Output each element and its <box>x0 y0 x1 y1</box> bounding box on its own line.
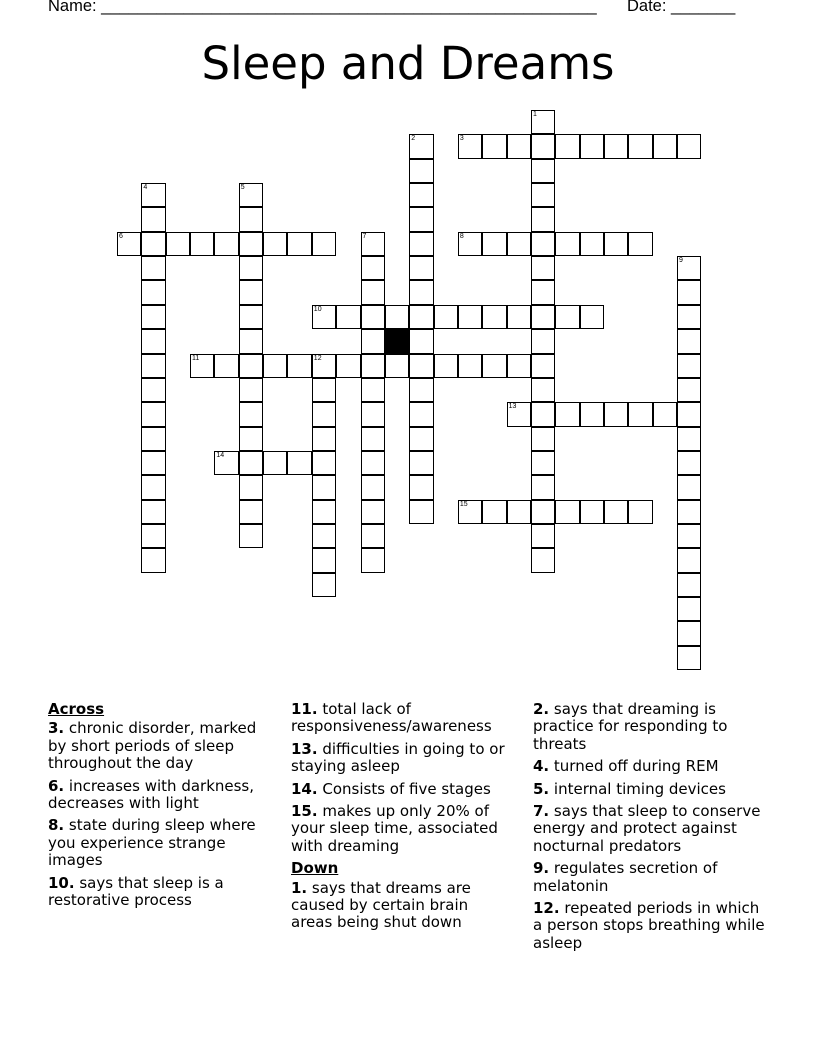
grid-cell[interactable] <box>677 524 701 548</box>
grid-cell[interactable] <box>555 500 579 524</box>
grid-cell[interactable] <box>361 475 385 499</box>
grid-cell[interactable] <box>287 451 311 475</box>
grid-cell[interactable] <box>677 280 701 304</box>
grid-cell[interactable] <box>312 451 336 475</box>
cell-number-8: 8 <box>459 232 464 240</box>
grid-cell[interactable] <box>531 232 555 256</box>
grid-cell[interactable] <box>361 548 385 572</box>
across-clue-3: 3. chronic disorder, marked by short periods of sleep throughout the day <box>48 719 257 773</box>
grid-cell[interactable] <box>458 354 482 378</box>
grid-cell[interactable] <box>677 646 701 670</box>
grid-cell[interactable] <box>239 329 263 353</box>
grid-cell[interactable] <box>677 305 701 329</box>
grid-cell[interactable] <box>531 159 555 183</box>
grid-cell[interactable] <box>361 427 385 451</box>
grid-cell[interactable] <box>141 427 165 451</box>
grid-cell[interactable] <box>287 232 311 256</box>
grid-cell[interactable] <box>604 232 628 256</box>
grid-cell[interactable] <box>409 378 433 402</box>
grid-cell[interactable] <box>141 500 165 524</box>
grid-cell[interactable] <box>482 354 506 378</box>
grid-cell[interactable] <box>628 500 652 524</box>
grid-cell[interactable] <box>531 329 555 353</box>
grid-cell[interactable] <box>263 232 287 256</box>
grid-cell[interactable] <box>604 500 628 524</box>
cell-number-10: 10 <box>313 305 322 313</box>
grid-cell[interactable] <box>312 573 336 597</box>
grid-cell[interactable] <box>580 134 604 158</box>
grid-cell[interactable] <box>677 329 701 353</box>
grid-cell[interactable] <box>677 451 701 475</box>
grid-cell[interactable] <box>141 207 165 231</box>
grid-cell[interactable] <box>531 134 555 158</box>
cell-number-13: 13 <box>508 403 517 411</box>
grid-cell[interactable] <box>361 354 385 378</box>
grid-cell[interactable] <box>531 475 555 499</box>
grid-cell[interactable] <box>409 427 433 451</box>
grid-cell[interactable] <box>482 305 506 329</box>
grid-cell[interactable] <box>531 427 555 451</box>
grid-cell[interactable] <box>361 329 385 353</box>
grid-cell[interactable] <box>141 183 165 207</box>
grid-cell[interactable] <box>239 183 263 207</box>
date-field-line: Date: _______ <box>627 0 736 15</box>
grid-cell[interactable] <box>409 305 433 329</box>
grid-cell[interactable] <box>312 500 336 524</box>
across-clue-15: 15. makes up only 20% of your sleep time, associated with dreaming <box>291 802 498 855</box>
grid-cell[interactable] <box>312 475 336 499</box>
cell-number-15: 15 <box>459 500 468 508</box>
grid-cell[interactable] <box>239 475 263 499</box>
grid-cell[interactable] <box>628 134 652 158</box>
cell-number-2: 2 <box>411 135 416 143</box>
grid-cell[interactable] <box>482 134 506 158</box>
down-heading: Down <box>291 859 339 878</box>
grid-cell[interactable] <box>409 134 433 158</box>
cell-number-9: 9 <box>679 257 683 265</box>
grid-cell[interactable] <box>239 402 263 426</box>
cell-number-3: 3 <box>459 135 464 143</box>
puzzle-title: Sleep and Dreams <box>201 37 615 90</box>
name-field-line: Name: ______________________________________________________ <box>48 0 597 15</box>
cell-number-7: 7 <box>362 232 367 240</box>
grid-cell[interactable] <box>214 232 238 256</box>
clues-column-1 <box>48 701 270 914</box>
grid-cell[interactable] <box>141 402 165 426</box>
grid-cell[interactable] <box>214 354 238 378</box>
grid-cell[interactable] <box>239 451 263 475</box>
grid-cell[interactable] <box>385 305 409 329</box>
cell-number-4: 4 <box>143 184 148 192</box>
grid-cell[interactable] <box>239 378 263 402</box>
grid-cell[interactable] <box>677 402 701 426</box>
grid-cell[interactable] <box>580 305 604 329</box>
grid-cell[interactable] <box>409 329 433 353</box>
across-clue-8: 8. state during sleep where you experience strange images <box>48 816 256 870</box>
clues-column-2 <box>291 701 513 937</box>
grid-cell[interactable] <box>531 256 555 280</box>
down-clue-12: 12. repeated periods in which a person stops breathing while asleep <box>533 899 765 952</box>
grid-cell[interactable] <box>409 500 433 524</box>
grid-cell[interactable] <box>117 232 141 256</box>
grid-cell[interactable] <box>507 500 531 524</box>
grid-cell[interactable] <box>507 232 531 256</box>
down-clue-5: 5. internal timing devices <box>533 779 726 798</box>
grid-cell[interactable] <box>361 256 385 280</box>
grid-cell[interactable] <box>336 354 360 378</box>
cell-number-12: 12 <box>313 354 322 362</box>
grid-cell[interactable] <box>653 402 677 426</box>
grid-cell-blocked <box>385 329 409 353</box>
cell-number-14: 14 <box>216 451 225 459</box>
grid-cell[interactable] <box>555 402 579 426</box>
grid-cell[interactable] <box>628 402 652 426</box>
grid-cell[interactable] <box>458 134 482 158</box>
grid-cell[interactable] <box>580 232 604 256</box>
grid-cell[interactable] <box>361 378 385 402</box>
grid-cell[interactable] <box>531 280 555 304</box>
grid-cell[interactable] <box>312 354 336 378</box>
grid-cell[interactable] <box>141 256 165 280</box>
across-clue-6: 6. increases with darkness, decreases with light <box>48 776 255 813</box>
grid-cell[interactable] <box>141 354 165 378</box>
grid-cell[interactable] <box>677 378 701 402</box>
grid-cell[interactable] <box>312 305 336 329</box>
grid-cell[interactable] <box>677 427 701 451</box>
across-clue-11: 11. total lack of responsiveness/awareness <box>291 700 492 736</box>
grid-cell[interactable] <box>361 232 385 256</box>
grid-cell[interactable] <box>239 354 263 378</box>
grid-cell[interactable] <box>531 548 555 572</box>
grid-cell[interactable] <box>677 354 701 378</box>
grid-cell[interactable] <box>604 402 628 426</box>
grid-cell[interactable] <box>677 256 701 280</box>
grid-cell[interactable] <box>653 134 677 158</box>
grid-cell[interactable] <box>677 134 701 158</box>
grid-cell[interactable] <box>190 232 214 256</box>
grid-cell[interactable] <box>482 500 506 524</box>
grid-cell[interactable] <box>263 354 287 378</box>
grid-cell[interactable] <box>507 305 531 329</box>
grid-cell[interactable] <box>141 475 165 499</box>
grid-cell[interactable] <box>409 256 433 280</box>
grid-cell[interactable] <box>458 305 482 329</box>
grid-cell[interactable] <box>604 134 628 158</box>
grid-cell[interactable] <box>555 134 579 158</box>
grid-cell[interactable] <box>239 256 263 280</box>
grid-cell[interactable] <box>409 183 433 207</box>
grid-cell[interactable] <box>214 451 238 475</box>
cell-number-11: 11 <box>192 354 200 362</box>
grid-cell[interactable] <box>239 280 263 304</box>
grid-cell[interactable] <box>166 232 190 256</box>
grid-cell[interactable] <box>312 427 336 451</box>
grid-cell[interactable] <box>141 232 165 256</box>
cell-number-6: 6 <box>119 232 123 240</box>
grid-cell[interactable] <box>385 354 409 378</box>
grid-cell[interactable] <box>239 524 263 548</box>
grid-cell[interactable] <box>409 232 433 256</box>
grid-cell[interactable] <box>531 305 555 329</box>
grid-cell[interactable] <box>141 524 165 548</box>
grid-cell[interactable] <box>141 451 165 475</box>
grid-cell[interactable] <box>677 573 701 597</box>
grid-cell[interactable] <box>312 378 336 402</box>
down-clue-4: 4. turned off during REM <box>533 757 719 776</box>
grid-cell[interactable] <box>677 548 701 572</box>
grid-cell[interactable] <box>361 305 385 329</box>
grid-cell[interactable] <box>531 402 555 426</box>
across-clue-10: 10. says that sleep is a restorative process <box>48 873 224 910</box>
down-clue-7: 7. says that sleep to conserve energy and protect against nocturnal predators <box>533 802 761 855</box>
grid-cell[interactable] <box>312 524 336 548</box>
grid-cell[interactable] <box>555 305 579 329</box>
grid-cell[interactable] <box>409 280 433 304</box>
grid-cell[interactable] <box>628 232 652 256</box>
grid-cell[interactable] <box>531 524 555 548</box>
across-clue-13: 13. difficulties in going to or staying asleep <box>291 739 505 776</box>
grid-cell[interactable] <box>409 402 433 426</box>
grid-cell[interactable] <box>531 110 555 134</box>
grid-cell[interactable] <box>312 232 336 256</box>
grid-cell[interactable] <box>531 354 555 378</box>
grid-cell[interactable] <box>677 475 701 499</box>
grid-cell[interactable] <box>531 378 555 402</box>
grid-cell[interactable] <box>677 597 701 621</box>
grid-cell[interactable] <box>141 305 165 329</box>
grid-cell[interactable] <box>507 354 531 378</box>
grid-cell[interactable] <box>361 500 385 524</box>
grid-cell[interactable] <box>312 402 336 426</box>
grid-cell[interactable] <box>361 524 385 548</box>
cell-number-5: 5 <box>240 184 245 192</box>
grid-cell[interactable] <box>239 500 263 524</box>
grid-cell[interactable] <box>141 378 165 402</box>
grid-cell[interactable] <box>263 451 287 475</box>
clues-column-3 <box>533 701 767 957</box>
down-clue-1: 1. says that dreams are caused by certain brain areas being shut down <box>291 878 471 932</box>
grid-cell[interactable] <box>677 500 701 524</box>
grid-cell[interactable] <box>507 402 531 426</box>
grid-cell[interactable] <box>434 354 458 378</box>
grid-cell[interactable] <box>677 621 701 645</box>
grid-cell[interactable] <box>580 402 604 426</box>
grid-cell[interactable] <box>458 500 482 524</box>
across-clue-14: 14. Consists of five stages <box>291 779 491 798</box>
grid-cell[interactable] <box>141 548 165 572</box>
grid-cell[interactable] <box>312 548 336 572</box>
grid-cell[interactable] <box>239 207 263 231</box>
grid-cell[interactable] <box>336 305 360 329</box>
grid-cell[interactable] <box>239 305 263 329</box>
grid-cell[interactable] <box>531 207 555 231</box>
grid-cell[interactable] <box>409 475 433 499</box>
grid-cell[interactable] <box>141 280 165 304</box>
grid-cell[interactable] <box>361 451 385 475</box>
grid-cell[interactable] <box>190 354 214 378</box>
grid-cell[interactable] <box>458 232 482 256</box>
grid-cell[interactable] <box>409 207 433 231</box>
across-heading: Across <box>48 700 105 718</box>
grid-cell[interactable] <box>531 500 555 524</box>
grid-cell[interactable] <box>361 402 385 426</box>
grid-cell[interactable] <box>239 232 263 256</box>
grid-cell[interactable] <box>434 305 458 329</box>
grid-cell[interactable] <box>507 134 531 158</box>
grid-cell[interactable] <box>409 159 433 183</box>
cell-number-1: 1 <box>532 111 537 118</box>
down-clue-9: 9. regulates secretion of melatonin <box>533 859 718 895</box>
grid-cell[interactable] <box>555 232 579 256</box>
grid-cell[interactable] <box>409 354 433 378</box>
grid-cell[interactable] <box>361 280 385 304</box>
grid-cell[interactable] <box>531 451 555 475</box>
grid-cell[interactable] <box>531 183 555 207</box>
grid-cell[interactable] <box>409 451 433 475</box>
grid-cell[interactable] <box>580 500 604 524</box>
grid-cell[interactable] <box>482 232 506 256</box>
grid-cell[interactable] <box>141 329 165 353</box>
grid-cell[interactable] <box>239 427 263 451</box>
down-clue-2: 2. says that dreaming is practice for responding to threats <box>533 700 728 753</box>
grid-cell[interactable] <box>287 354 311 378</box>
